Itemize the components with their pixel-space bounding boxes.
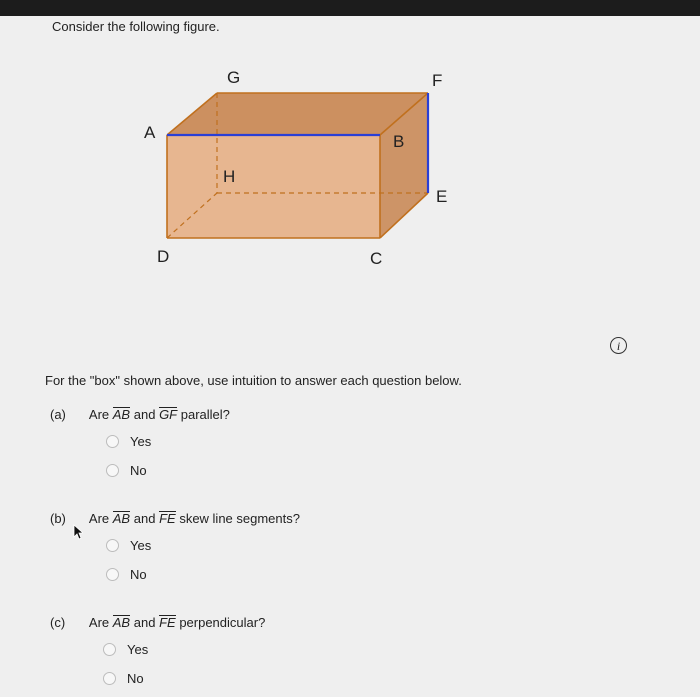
- box-front-face: [167, 135, 380, 238]
- radio-button[interactable]: [106, 464, 119, 477]
- segment-label: AB: [112, 511, 131, 526]
- radio-button[interactable]: [103, 672, 116, 685]
- option-b-no[interactable]: [106, 567, 147, 582]
- radio-button[interactable]: [106, 539, 119, 552]
- question-text-before: Are: [88, 615, 110, 630]
- question-text-after: skew line segments?: [179, 511, 300, 526]
- radio-button[interactable]: [103, 643, 116, 656]
- intro-text: Consider the following figure.: [52, 19, 220, 34]
- label-d: D: [157, 247, 170, 266]
- mouse-cursor-icon: [73, 524, 83, 540]
- radio-button[interactable]: [106, 435, 119, 448]
- option-label: Yes: [127, 642, 149, 657]
- segment-label: FE: [159, 615, 176, 630]
- question-a: [50, 407, 230, 422]
- question-c: [50, 615, 265, 630]
- question-text-before: Are: [88, 407, 110, 422]
- question-text-mid: and: [133, 511, 156, 526]
- option-label: Yes: [130, 434, 152, 449]
- question-b: [50, 511, 300, 526]
- label-f: F: [432, 71, 443, 90]
- box-figure: [130, 60, 470, 275]
- label-e: E: [436, 187, 448, 206]
- option-c-no[interactable]: [103, 671, 144, 686]
- segment-label: AB: [112, 615, 131, 630]
- option-c-yes[interactable]: [103, 642, 148, 657]
- option-label: Yes: [130, 538, 152, 553]
- question-text-mid: and: [133, 407, 156, 422]
- option-label: No: [127, 671, 144, 686]
- option-a-yes[interactable]: [106, 434, 151, 449]
- info-icon[interactable]: i: [610, 337, 627, 354]
- label-a: A: [144, 123, 156, 142]
- option-b-yes[interactable]: [106, 538, 151, 553]
- top-bar: [0, 0, 700, 16]
- label-g: G: [227, 68, 241, 87]
- label-b: B: [393, 132, 405, 151]
- question-text-after: perpendicular?: [179, 615, 266, 630]
- segment-label: GF: [159, 407, 178, 422]
- question-text-mid: and: [133, 615, 156, 630]
- radio-button[interactable]: [106, 568, 119, 581]
- prompt-text: For the "box" shown above, use intuition to answer each question below.: [45, 373, 462, 388]
- label-c: C: [370, 249, 383, 268]
- question-part-label: (a): [50, 407, 66, 422]
- question-part-label: (c): [50, 615, 66, 630]
- option-label: No: [130, 463, 147, 478]
- question-text-before: Are: [88, 511, 110, 526]
- question-part-label: (b): [50, 511, 66, 526]
- option-label: No: [130, 567, 147, 582]
- segment-label: FE: [159, 511, 176, 526]
- segment-label: AB: [112, 407, 131, 422]
- question-text-after: parallel?: [180, 407, 230, 422]
- option-a-no[interactable]: [106, 463, 147, 478]
- label-h: H: [223, 167, 236, 186]
